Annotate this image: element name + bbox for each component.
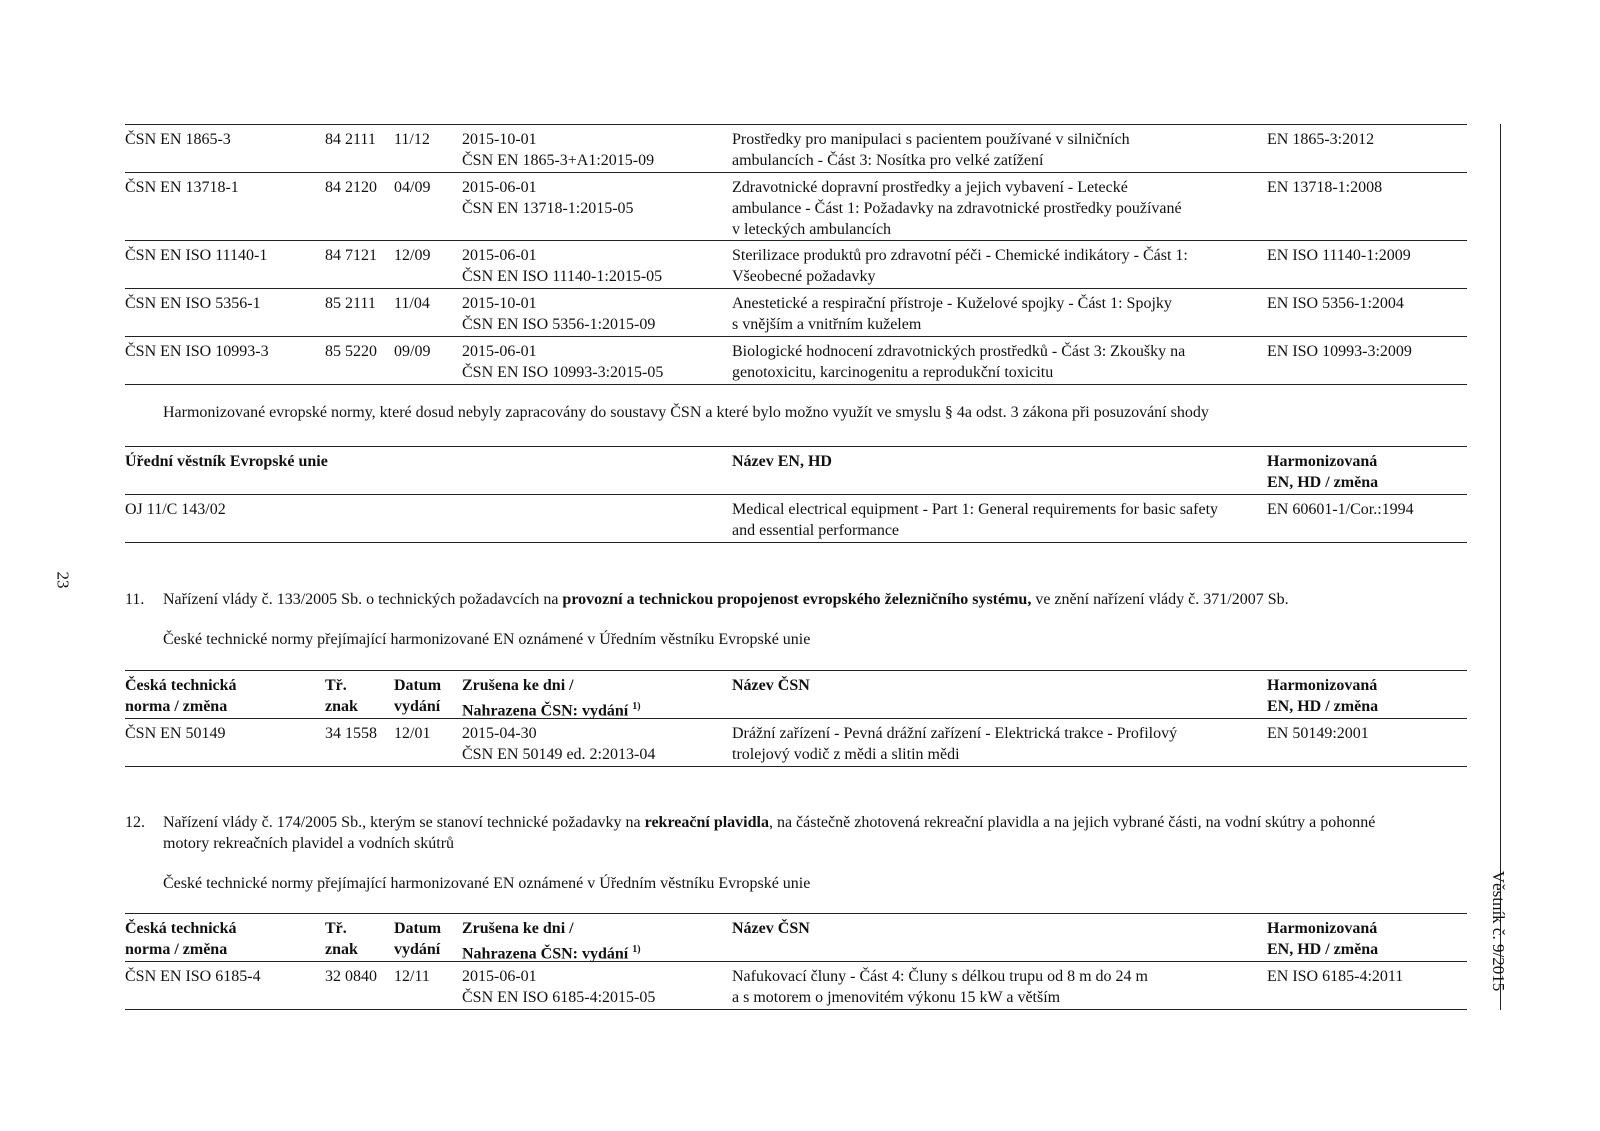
header-name: Název ČSN: [732, 677, 810, 694]
header-date: Datum vydání: [394, 677, 442, 715]
table-row: [125, 289, 1467, 337]
header-harmonized: Harmonizovaná EN, HD / změna: [1267, 453, 1379, 491]
norm-cell: ČSN EN 1865-3: [125, 131, 231, 148]
norm-cell: ČSN EN 13718-1: [125, 179, 239, 196]
table-row: [125, 241, 1467, 289]
header-replacement: Zrušena ke dni / Nahrazena ČSN: vydání $^{1)}$: [462, 677, 641, 720]
table-row: [125, 337, 1467, 385]
name-cell: Zdravotnické dopravní prostředky a jejich vybavení - Letecké ambulance - Část 1: Požadavky na zdravotnické prostředky používané v leteckých ambulancích: [732, 179, 1182, 238]
replacement-cell: 2015-06-01 ČSN EN ISO 6185-4:2015-05: [462, 968, 656, 1006]
table-header: [125, 447, 1467, 495]
harmonized-cell: EN 60601-1/Cor.:1994: [1267, 501, 1414, 518]
replacement-cell: 2015-06-01 ČSN EN 13718-1:2015-05: [462, 179, 634, 217]
norm-cell: ČSN EN ISO 10993-3: [125, 343, 269, 360]
class-cell: 84 2111: [325, 131, 376, 148]
class-cell: 84 7121: [325, 247, 377, 264]
header-name: Název EN, HD: [732, 453, 832, 470]
section-12-title-line2: motory rekreačních plavidel a vodních skútrů: [163, 835, 455, 852]
page-number: 23: [53, 571, 73, 589]
harmonized-cell: EN 1865-3:2012: [1267, 131, 1375, 148]
name-cell: Prostředky pro manipulaci s pacientem používané v silničních ambulancích - Část 3: Nosítka pro velké zatížení: [732, 131, 1130, 169]
header-date: Datum vydání: [394, 920, 442, 958]
norm-cell: ČSN EN ISO 5356-1: [125, 295, 261, 312]
date-cell: 12/01: [394, 725, 431, 742]
header-harmonized: Harmonizovaná EN, HD / změna: [1267, 677, 1379, 715]
harmonized-cell: EN ISO 10993-3:2009: [1267, 343, 1412, 360]
header-harmonized: Harmonizovaná EN, HD / změna: [1267, 920, 1379, 958]
class-cell: 34 1558: [325, 725, 377, 742]
name-cell: Sterilizace produktů pro zdravotní péči - Chemické indikátory - Část 1: Všeobecné požadavky: [732, 247, 1188, 285]
harmonized-cell: EN ISO 11140-1:2009: [1267, 247, 1411, 264]
harmonized-cell: EN 13718-1:2008: [1267, 179, 1383, 196]
norm-cell: ČSN EN ISO 11140-1: [125, 247, 268, 264]
header-class: Tř. znak: [325, 677, 358, 715]
header-norm: Česká technická norma / změna: [125, 677, 237, 715]
harmonized-cell: EN ISO 5356-1:2004: [1267, 295, 1404, 312]
name-cell: Drážní zařízení - Pevná drážní zařízení - Elektrická trakce - Profilový trolejový vodič z mědi a slitin mědi: [732, 725, 1178, 763]
norm-cell: ČSN EN 50149: [125, 725, 226, 742]
replacement-cell: 2015-04-30 ČSN EN 50149 ed. 2:2013-04: [462, 725, 656, 763]
name-cell: Nafukovací čluny - Část 4: Čluny s délkou trupu od 8 m do 24 m a s motorem o jmenovitém výkonu 15 kW a větším: [732, 968, 1148, 1006]
norm-cell: ČSN EN ISO 6185-4: [125, 968, 261, 985]
harmonized-cell: EN 50149:2001: [1267, 725, 1369, 742]
standards-table-1: [125, 124, 1467, 385]
standards-table-4: [125, 913, 1467, 1010]
header-name: Název ČSN: [732, 920, 810, 937]
section-number: 11.: [125, 591, 145, 608]
date-cell: 09/09: [394, 343, 431, 360]
class-cell: 85 2111: [325, 295, 376, 312]
harmonized-note: Harmonizované evropské normy, které dosud nebyly zapracovány do soustavy ČSN a které bylo možno využít ve smyslu § 4a odst. 3 zákona při posuzování shody: [163, 404, 1209, 421]
journal-label: Věstník č. 9/2015: [1489, 870, 1508, 992]
table-row: [125, 495, 1467, 543]
section-12-title: Nařízení vlády č. 174/2005 Sb., kterým se stanoví technické požadavky na rekreační plavidla, na částečně zhotovená rekreační plavidla a na jejich vybrané části, na vodní skútry a pohonné: [163, 814, 1376, 831]
table-row: [125, 719, 1467, 767]
date-cell: 04/09: [394, 179, 431, 196]
header-class: Tř. znak: [325, 920, 358, 958]
table-row: [125, 962, 1467, 1010]
name-cell: Biologické hodnocení zdravotnických prostředků - Část 3: Zkoušky na genotoxicitu, karcinogenitu a reprodukční toxicitu: [732, 343, 1186, 381]
name-cell: Anestetické a respirační přístroje - Kuželové spojky - Část 1: Spojky s vnějším a vnitřním kuželem: [732, 295, 1172, 333]
harmonized-en-table: [125, 446, 1467, 543]
name-cell: Medical electrical equipment - Part 1: General requirements for basic safety and essential performance: [732, 501, 1219, 539]
date-cell: 11/12: [394, 131, 430, 148]
section-11-subtitle: České technické normy přejímající harmonizované EN oznámené v Úředním věstníku Evropské unie: [163, 631, 811, 648]
harmonized-cell: EN ISO 6185-4:2011: [1267, 968, 1404, 985]
table-row: [125, 173, 1467, 241]
header-official-journal: Úřední věstník Evropské unie: [125, 453, 328, 470]
date-cell: 11/04: [394, 295, 430, 312]
replacement-cell: 2015-06-01 ČSN EN ISO 10993-3:2015-05: [462, 343, 664, 381]
table-row: [125, 125, 1467, 173]
table-header: [125, 671, 1467, 719]
replacement-cell: 2015-06-01 ČSN EN ISO 11140-1:2015-05: [462, 247, 663, 285]
standards-table-3: [125, 670, 1467, 767]
table-header: [125, 914, 1467, 962]
section-number: 12.: [125, 814, 145, 831]
date-cell: 12/09: [394, 247, 431, 264]
replacement-cell: 2015-10-01 ČSN EN ISO 5356-1:2015-09: [462, 295, 656, 333]
class-cell: 32 0840: [325, 968, 377, 985]
oj-cell: OJ 11/C 143/02: [125, 501, 226, 518]
header-norm: Česká technická norma / změna: [125, 920, 237, 958]
replacement-cell: 2015-10-01 ČSN EN 1865-3+A1:2015-09: [462, 131, 655, 169]
class-cell: 85 5220: [325, 343, 377, 360]
header-replacement: Zrušena ke dni / Nahrazena ČSN: vydání $^{1)}$: [462, 920, 641, 963]
date-cell: 12/11: [394, 968, 430, 985]
section-12-subtitle: České technické normy přejímající harmonizované EN oznámené v Úředním věstníku Evropské unie: [163, 875, 811, 892]
section-11-title: Nařízení vlády č. 133/2005 Sb. o technických požadavcích na provozní a technickou propojenost evropského železničního systému, ve znění nařízení vlády č. 371/2007 Sb.: [163, 591, 1289, 608]
class-cell: 84 2120: [325, 179, 377, 196]
